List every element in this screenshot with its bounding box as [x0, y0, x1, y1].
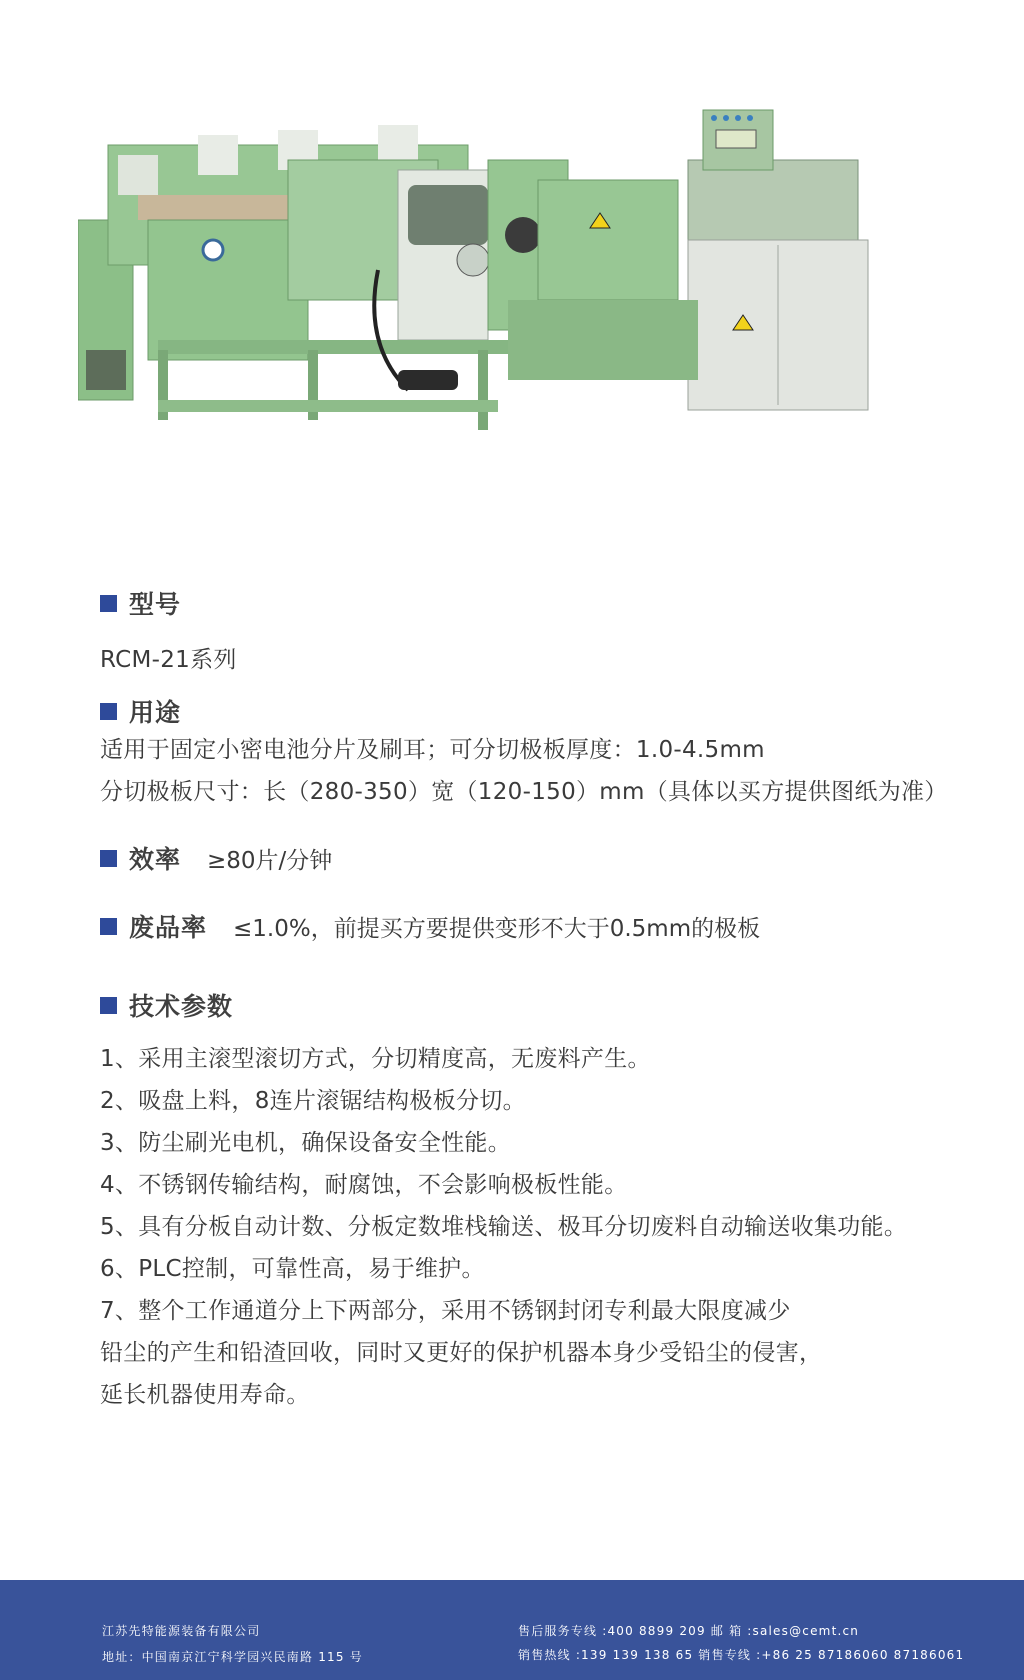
footer-sales: 销售热线 :139 139 138 65 销售专线 :+86 25 87186060 87186061 [518, 1648, 965, 1662]
scrap-rate-heading-label: 废品率 [129, 913, 208, 942]
usage-heading [100, 693, 181, 729]
machine-illustration [78, 100, 938, 480]
usage-line: 分切极板尺寸：长（280-350）宽（120-150）mm（具体以买方提供图纸为准） [100, 779, 948, 805]
model-heading [100, 585, 181, 621]
specs-heading [100, 987, 233, 1023]
spec-item: 延长机器使用寿命。 [100, 1382, 310, 1408]
bullet-square-icon [100, 595, 117, 612]
footer-service: 售后服务专线 :400 8899 209 邮 箱 :sales@cemt.cn [518, 1624, 860, 1638]
spec-item: 2、吸盘上料，8连片滚锯结构极板分切。 [100, 1088, 526, 1114]
spec-item: 7、整个工作通道分上下两部分，采用不锈钢封闭专利最大限度减少 [100, 1298, 791, 1324]
bullet-square-icon [100, 918, 117, 935]
spec-item: 铅尘的产生和铅渣回收，同时又更好的保护机器本身少受铅尘的侵害， [100, 1340, 823, 1366]
product-photo [78, 100, 938, 480]
spec-item: 1、采用主滚型滚切方式，分切精度高，无废料产生。 [100, 1046, 651, 1072]
bullet-square-icon [100, 850, 117, 867]
bullet-square-icon [100, 997, 117, 1014]
bullet-square-icon [100, 703, 117, 720]
footer-company: 江苏先特能源装备有限公司 [102, 1624, 261, 1638]
efficiency-value: ≥80片/分钟 [207, 847, 333, 874]
efficiency-heading-label: 效率 [129, 845, 182, 874]
model-value: RCM-21系列 [100, 647, 237, 673]
footer-address: 地址：中国南京江宁科学园兴民南路 115 号 [102, 1650, 363, 1664]
spec-item: 4、不锈钢传输结构，耐腐蚀，不会影响极板性能。 [100, 1172, 628, 1198]
spec-item: 5、具有分板自动计数、分板定数堆栈输送、极耳分切废料自动输送收集功能。 [100, 1214, 908, 1240]
efficiency-heading [100, 840, 332, 876]
usage-line: 适用于固定小密电池分片及刷耳；可分切极板厚度：1.0-4.5mm [100, 737, 765, 763]
spec-item: 3、防尘刷光电机，确保设备安全性能。 [100, 1130, 512, 1156]
scrap-rate-value: ≤1.0%，前提买方要提供变形不大于0.5mm的极板 [233, 915, 761, 942]
footer-bar [0, 1580, 1024, 1680]
scrap-rate-heading [100, 908, 760, 944]
model-heading-label: 型号 [129, 590, 182, 619]
specs-heading-label: 技术参数 [129, 992, 234, 1021]
spec-item: 6、PLC控制，可靠性高，易于维护。 [100, 1256, 485, 1282]
usage-heading-label: 用途 [129, 698, 182, 727]
